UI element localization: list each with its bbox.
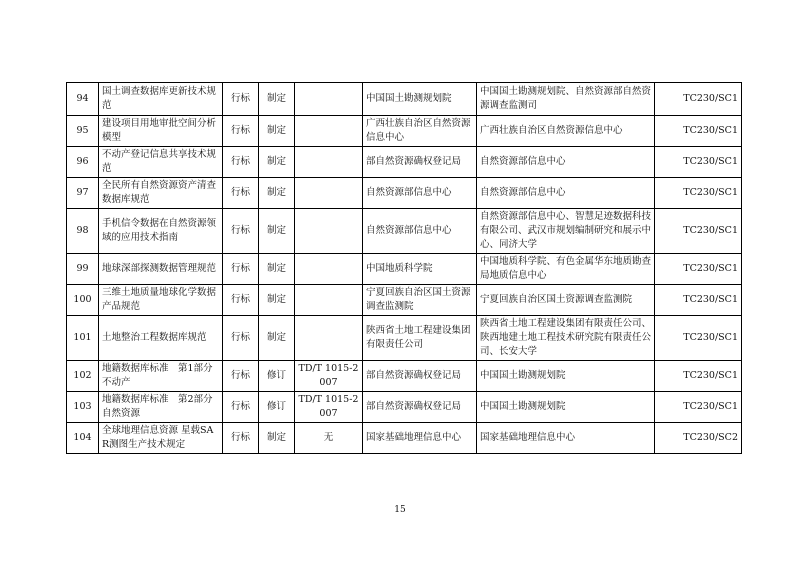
replaced-standard-cell	[295, 147, 363, 178]
revision-kind-cell: 制定	[259, 83, 295, 116]
standard-type-cell: 行标	[223, 116, 259, 147]
page-number: 15	[394, 505, 406, 515]
table-row	[67, 209, 742, 254]
proposing-unit-cell: 中国地质科学院	[363, 254, 477, 285]
revision-kind-cell: 制定	[259, 147, 295, 178]
standard-type-cell: 行标	[223, 361, 259, 392]
revision-kind-cell: 制定	[259, 254, 295, 285]
standard-name-cell: 全球地理信息资源 星载SAR测图生产技术规定	[99, 423, 223, 454]
drafting-unit-cell: 自然资源部信息中心、智慧足迹数据科技有限公司、武汉市规划编制研究和展示中心、同济大学	[477, 209, 655, 254]
proposing-unit-cell: 自然资源部信息中心	[363, 178, 477, 209]
replaced-standard-cell	[295, 209, 363, 254]
technical-committee-cell: TC230/SC1	[655, 316, 742, 361]
standard-type-cell: 行标	[223, 209, 259, 254]
drafting-unit-cell: 广西壮族自治区自然资源信息中心	[477, 116, 655, 147]
table-row	[67, 147, 742, 178]
table-row	[67, 361, 742, 392]
revision-kind-cell: 制定	[259, 209, 295, 254]
replaced-standard-cell	[295, 116, 363, 147]
standard-type-cell: 行标	[223, 83, 259, 116]
drafting-unit-cell: 中国国土勘测规划院、自然资源部自然资源调查监测司	[477, 83, 655, 116]
standard-name-cell: 地球深部探测数据管理规范	[99, 254, 223, 285]
proposing-unit-cell: 中国国土勘测规划院	[363, 83, 477, 116]
standard-type-cell: 行标	[223, 285, 259, 316]
replaced-standard-cell: TD/T 1015-2007	[295, 392, 363, 423]
row-number-cell: 98	[67, 209, 99, 254]
standard-type-cell: 行标	[223, 423, 259, 454]
technical-committee-cell: TC230/SC1	[655, 147, 742, 178]
proposing-unit-cell: 自然资源部信息中心	[363, 209, 477, 254]
standard-name-cell: 地籍数据库标准 第1部分 不动产	[99, 361, 223, 392]
revision-kind-cell: 制定	[259, 285, 295, 316]
proposing-unit-cell: 部自然资源确权登记局	[363, 392, 477, 423]
technical-committee-cell: TC230/SC1	[655, 254, 742, 285]
standard-name-cell: 土地整治工程数据库规范	[99, 316, 223, 361]
standard-name-cell: 不动产登记信息共享技术规范	[99, 147, 223, 178]
revision-kind-cell: 修订	[259, 361, 295, 392]
standard-name-cell: 手机信令数据在自然资源领域的应用技术指南	[99, 209, 223, 254]
replaced-standard-cell: TD/T 1015-2007	[295, 361, 363, 392]
technical-committee-cell: TC230/SC1	[655, 83, 742, 116]
technical-committee-cell: TC230/SC1	[655, 209, 742, 254]
row-number-cell: 94	[67, 83, 99, 116]
row-number-cell: 104	[67, 423, 99, 454]
drafting-unit-cell: 国家基础地理信息中心	[477, 423, 655, 454]
drafting-unit-cell: 宁夏回族自治区国土资源调查监测院	[477, 285, 655, 316]
replaced-standard-cell	[295, 178, 363, 209]
proposing-unit-cell: 宁夏回族自治区国土资源调查监测院	[363, 285, 477, 316]
table-row	[67, 285, 742, 316]
drafting-unit-cell: 陕西省土地工程建设集团有限责任公司、陕西地建土地工程技术研究院有限责任公司、长安大学	[477, 316, 655, 361]
standards-plan-table	[66, 82, 742, 454]
technical-committee-cell: TC230/SC1	[655, 178, 742, 209]
revision-kind-cell: 制定	[259, 178, 295, 209]
table-row	[67, 116, 742, 147]
standard-name-cell: 国土调查数据库更新技术规范	[99, 83, 223, 116]
row-number-cell: 101	[67, 316, 99, 361]
table-row	[67, 316, 742, 361]
table-row	[67, 178, 742, 209]
row-number-cell: 102	[67, 361, 99, 392]
row-number-cell: 96	[67, 147, 99, 178]
revision-kind-cell: 修订	[259, 392, 295, 423]
table-row	[67, 83, 742, 116]
proposing-unit-cell: 国家基础地理信息中心	[363, 423, 477, 454]
row-number-cell: 97	[67, 178, 99, 209]
table-row	[67, 392, 742, 423]
standard-name-cell: 三维土地质量地球化学数据产品规范	[99, 285, 223, 316]
table-row	[67, 423, 742, 454]
drafting-unit-cell: 中国国土勘测规划院	[477, 392, 655, 423]
table-body	[67, 83, 742, 454]
row-number-cell: 103	[67, 392, 99, 423]
drafting-unit-cell: 中国国土勘测规划院	[477, 361, 655, 392]
replaced-standard-cell	[295, 83, 363, 116]
standard-name-cell: 建设项目用地审批空间分析模型	[99, 116, 223, 147]
standard-type-cell: 行标	[223, 254, 259, 285]
standard-type-cell: 行标	[223, 316, 259, 361]
drafting-unit-cell: 自然资源部信息中心	[477, 178, 655, 209]
proposing-unit-cell: 陕西省土地工程建设集团有限责任公司	[363, 316, 477, 361]
technical-committee-cell: TC230/SC1	[655, 285, 742, 316]
drafting-unit-cell: 自然资源部信息中心	[477, 147, 655, 178]
standard-name-cell: 地籍数据库标准 第2部分 自然资源	[99, 392, 223, 423]
drafting-unit-cell: 中国地质科学院、有色金属华东地质勘查局地质信息中心	[477, 254, 655, 285]
revision-kind-cell: 制定	[259, 116, 295, 147]
row-number-cell: 99	[67, 254, 99, 285]
replaced-standard-cell	[295, 316, 363, 361]
standard-type-cell: 行标	[223, 147, 259, 178]
revision-kind-cell: 制定	[259, 316, 295, 361]
revision-kind-cell: 制定	[259, 423, 295, 454]
table-row	[67, 254, 742, 285]
row-number-cell: 95	[67, 116, 99, 147]
technical-committee-cell: TC230/SC2	[655, 423, 742, 454]
replaced-standard-cell	[295, 285, 363, 316]
replaced-standard-cell	[295, 254, 363, 285]
technical-committee-cell: TC230/SC1	[655, 116, 742, 147]
standard-type-cell: 行标	[223, 178, 259, 209]
technical-committee-cell: TC230/SC1	[655, 361, 742, 392]
proposing-unit-cell: 广西壮族自治区自然资源信息中心	[363, 116, 477, 147]
row-number-cell: 100	[67, 285, 99, 316]
technical-committee-cell: TC230/SC1	[655, 392, 742, 423]
standard-type-cell: 行标	[223, 392, 259, 423]
proposing-unit-cell: 部自然资源确权登记局	[363, 147, 477, 178]
proposing-unit-cell: 部自然资源确权登记局	[363, 361, 477, 392]
replaced-standard-cell: 无	[295, 423, 363, 454]
standard-name-cell: 全民所有自然资源资产清查数据库规范	[99, 178, 223, 209]
